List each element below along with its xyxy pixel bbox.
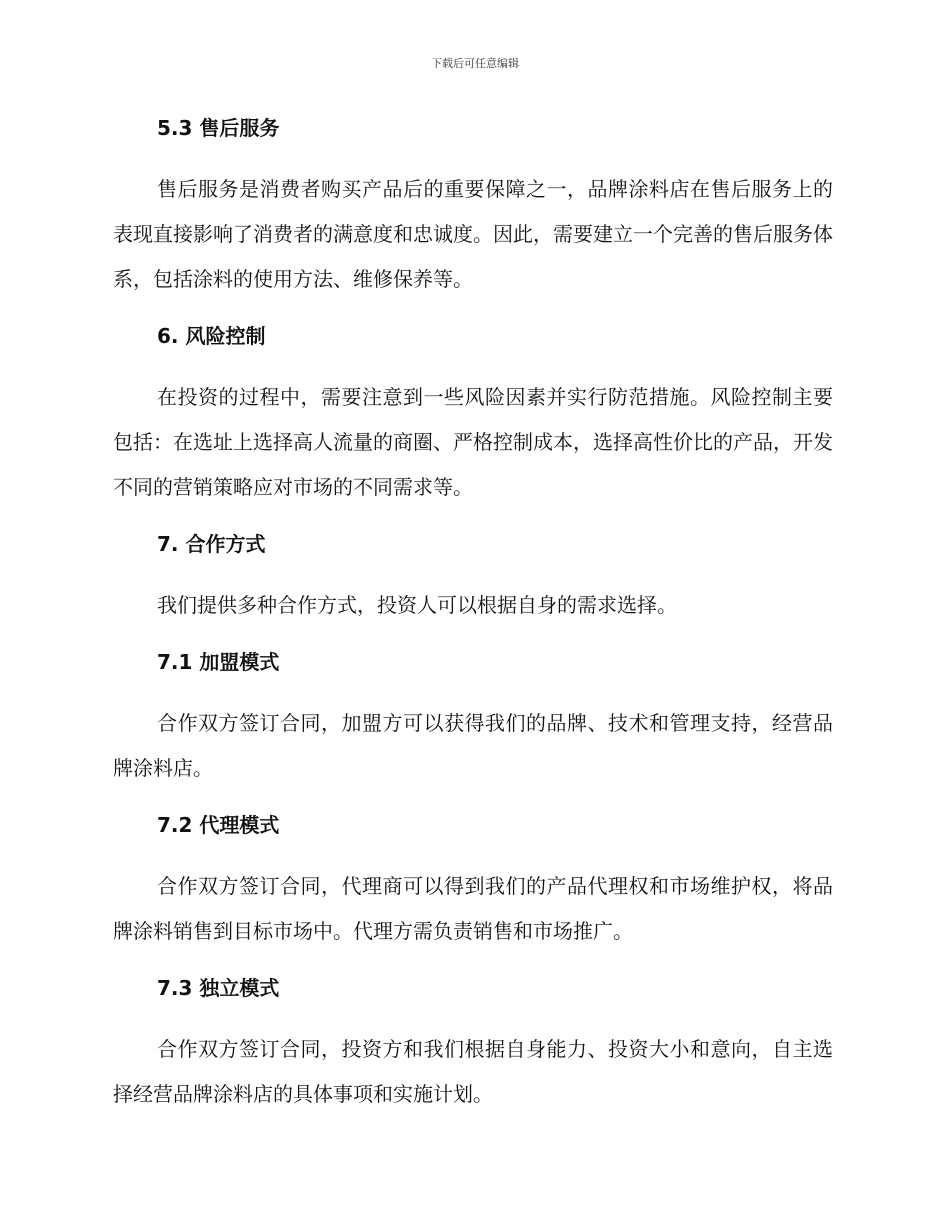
section-heading-cooperation: 7. 合作方式 xyxy=(157,532,266,556)
paragraph-after-sales: 售后服务是消费者购买产品后的重要保障之一，品牌涂料店在售后服务上的表现直接影响了消费者的满意度和忠诚度。因此，需要建立一个完善的售后服务体系，包括涂料的使用方法、维修保养等。 xyxy=(113,177,833,291)
header-note: 下载后可任意编辑 xyxy=(431,57,519,70)
paragraph-cooperation: 我们提供多种合作方式，投资人可以根据自身的需求选择。 xyxy=(157,593,677,617)
section-heading-after-sales: 5.3 售后服务 xyxy=(157,116,280,140)
paragraph-independent: 合作双方签订合同，投资方和我们根据自身能力、投资大小和意向，自主选择经营品牌涂料店的具体事项和实施计划。 xyxy=(113,1037,833,1106)
section-heading-risk-control: 6. 风险控制 xyxy=(157,324,266,348)
document-body xyxy=(113,110,833,1133)
paragraph-agency: 合作双方签订合同，代理商可以得到我们的产品代理权和市场维护权，将品牌涂料销售到目标市场中。代理方需负责销售和市场推广。 xyxy=(113,874,833,943)
paragraph-franchise: 合作双方签订合同，加盟方可以获得我们的品牌、技术和管理支持，经营品牌涂料店。 xyxy=(113,711,833,780)
section-heading-independent: 7.3 独立模式 xyxy=(157,976,280,1000)
section-heading-agency: 7.2 代理模式 xyxy=(157,813,280,837)
section-heading-franchise: 7.1 加盟模式 xyxy=(157,650,280,674)
paragraph-risk-control: 在投资的过程中，需要注意到一些风险因素并实行防范措施。风险控制主要包括：在选址上选择高人流量的商圈、严格控制成本，选择高性价比的产品，开发不同的营销策略应对市场的不同需求等。 xyxy=(113,385,833,499)
